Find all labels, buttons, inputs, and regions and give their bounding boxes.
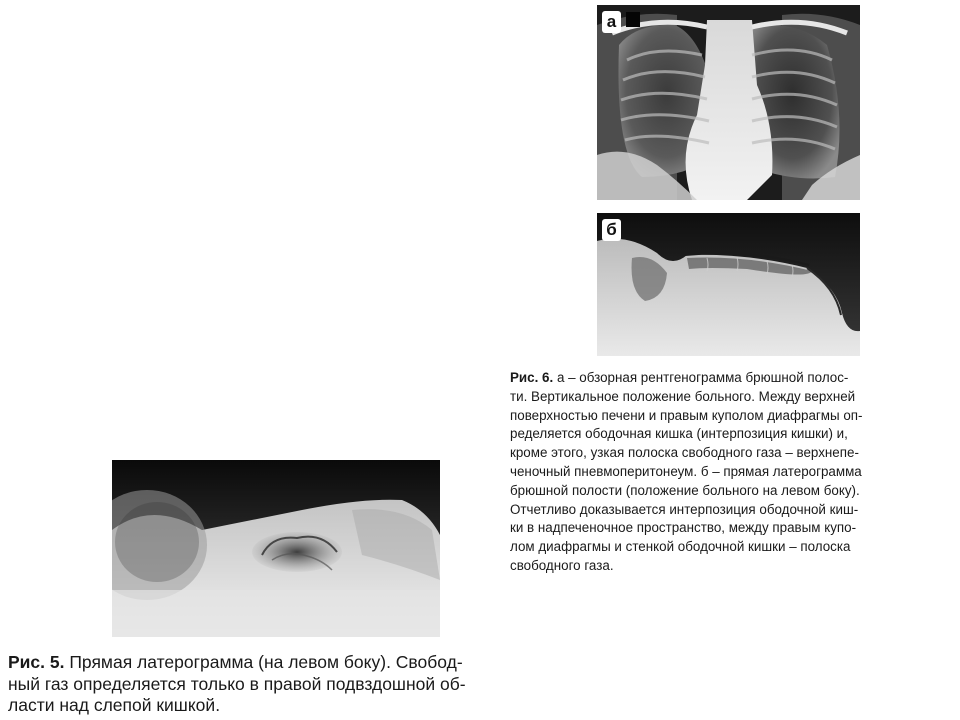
figure-6a-xray [597,5,860,200]
caption-6-line-3: поверхностью печени и правым куполом диафрагмы оп- [510,407,863,423]
figure-5-label: Рис. 5. [8,652,65,672]
caption-6-line-8: Отчетливо доказывается интерпозиция ободочной киш- [510,501,859,517]
panel-label-a: а [602,11,621,33]
caption-5-text-1: Прямая латерограмма (на левом боку). Свобод- [64,652,463,672]
caption-6-line-6: ченочный пневмоперитонеум. б – прямая латерограмма [510,463,862,479]
figure-6b-image [597,213,860,356]
caption-5-line-2: ный газ определяется только в правой подвздошной об- [8,673,466,694]
figure-5-caption [8,652,553,717]
figure-6-caption [510,369,946,576]
caption-6-line-7: брюшной полости (положение больного на левом боку). [510,482,860,498]
caption-6-line-5: кроме этого, узкая полоска свободного газа – верхнепе- [510,445,859,461]
figure-6a-image [597,5,860,200]
caption-5-line-3: ласти над слепой кишкой. [8,695,221,715]
film-marker [626,12,640,27]
caption-6-line-11: свободного газа. [510,557,614,573]
caption-6-line-4: ределяется ободочная кишка (интерпозиция кишки) и, [510,426,848,442]
caption-6-line-9: ки в надпеченочное пространство, между правым купо- [510,520,857,536]
figure-6b-xray [597,213,860,356]
caption-6-line-2: ти. Вертикальное положение больного. Между верхней [510,388,856,404]
caption-6-line-1 [510,369,946,388]
caption-6-line-10: лом диафрагмы и стенкой ободочной кишки – полоска [510,539,851,555]
figure-6-label: Рис. 6. [510,370,554,385]
caption-6-text-1: а – обзорная рентгенограмма брюшной полос- [553,370,849,385]
panel-label-b: б [602,219,621,241]
figure-5-xray [112,460,440,637]
figure-5-image [112,460,440,637]
caption-5-line-1 [8,652,553,674]
